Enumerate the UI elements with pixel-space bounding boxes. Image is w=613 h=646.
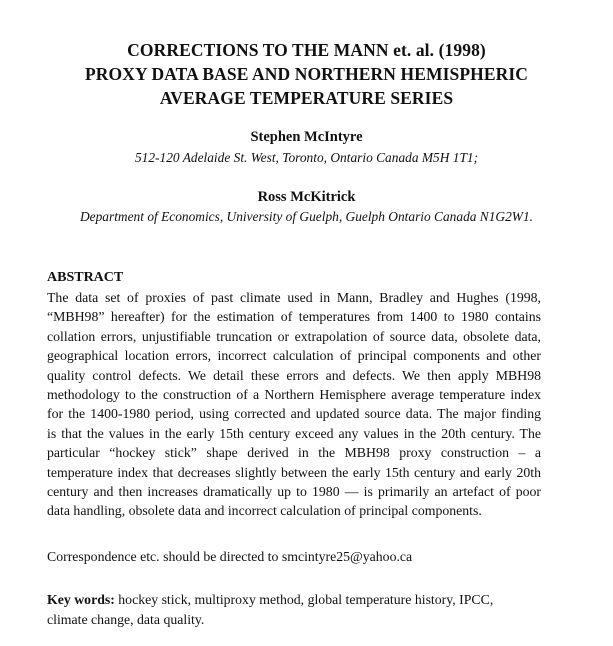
abstract-line: “MBH98” hereafter) for the estimation of temperatures from 1400 to 1980 contains: [47, 309, 541, 325]
abstract-line: quality control defects. We detail these errors and defects. We then apply MBH98: [47, 367, 541, 383]
abstract-line: for the 1400-1980 period, using corrected and updated source data. The major finding: [47, 406, 541, 422]
author-name-1: Stephen McIntyre: [250, 129, 363, 145]
abstract-line: is that the values in the early 15th century exceed any values in the 20th century. The: [47, 425, 541, 441]
keywords-list-1: hockey stick, multiproxy method, global temperature history, IPCC,: [114, 592, 494, 607]
author-affiliation-1: 512-120 Adelaide St. West, Toronto, Ontario Canada M5H 1T1;: [134, 150, 479, 165]
title-line-3: AVERAGE TEMPERATURE SERIES: [159, 88, 454, 108]
abstract-line: The data set of proxies of past climate used in Mann, Bradley and Hughes (1998,: [47, 290, 541, 305]
abstract-line: particular “hockey stick” shape derived in the MBH98 proxy construction – a: [47, 445, 541, 461]
title-line-2: PROXY DATA BASE AND NORTHERN HEMISPHERIC: [84, 64, 529, 84]
author-affiliation-2: Department of Economics, University of Guelph, Guelph Ontario Canada N1G2W1.: [80, 209, 533, 224]
author-name-2: Ross McKitrick: [257, 189, 356, 205]
abstract-line: data handling, obsolete data and incorrect calculation of principal components.: [47, 503, 482, 519]
keywords: [47, 590, 567, 630]
paper-title: [0, 38, 613, 110]
abstract-heading: ABSTRACT: [47, 270, 124, 285]
abstract-line: geographical location errors, incorrect calculation of principal components and other: [47, 348, 541, 364]
correspondence-note: Correspondence etc. should be directed to smcintyre25@yahoo.ca: [47, 549, 413, 564]
abstract-line: methodology to the construction of a Northern Hemisphere average temperature index: [47, 386, 541, 402]
keywords-label: Key words:: [47, 592, 115, 607]
abstract-line: collation errors, unjustifiable truncation or extrapolation of source data, obsolete data,: [47, 328, 541, 344]
keywords-list-2: climate change, data quality.: [47, 612, 205, 627]
abstract-line: temperature index that decreases slightly between the early 15th century and early 20th: [47, 464, 541, 480]
keywords-line-1: [47, 590, 567, 610]
title-line-1: CORRECTIONS TO THE MANN et. al. (1998): [127, 40, 486, 60]
abstract-body: [47, 288, 541, 521]
abstract-line: century and then increases dramatically up to 1980 — is primarily an artefact of poor: [47, 483, 541, 499]
